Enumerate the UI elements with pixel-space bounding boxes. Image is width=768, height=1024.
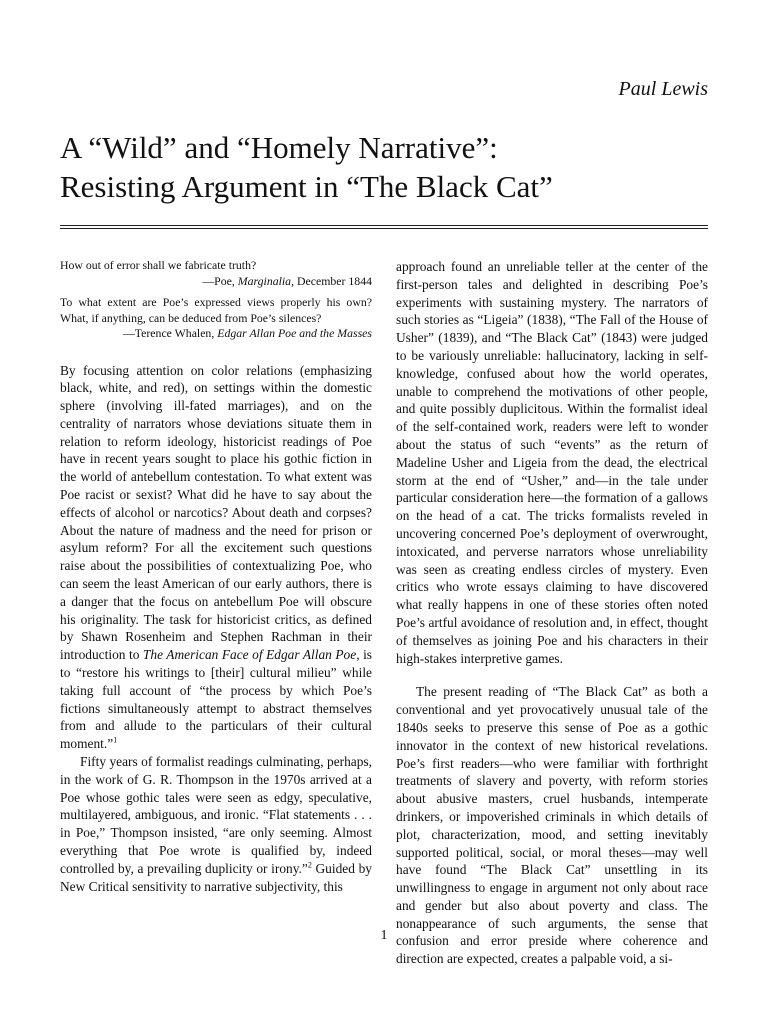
paragraph-3: The present reading of “The Black Cat” as both a conventional and yet provocatively unusual tale of the 1840s seeks to preserve this sense of Poe as a gothic innovator in the context of new historical revelations. Poe’s first readers—who were familiar with forthright treatments of slavery and poverty, with reform stories about abusive masters, cruel husbands, intemperate drinkers, or impoverished criminals in which details of plot, characterization, mood, and setting inevitably supported political, social, or moral theses—may well have found “The Black Cat” unsettling in its unwillingness to engage in argument not only about race and gender but also about poverty and class. The nonappearance of such arguments, the sense that confusion and error preside where coherence and direction are expected, creates a palpable void, a si- xyxy=(396,684,708,967)
epigraph-1-attribution: —Poe, Marginalia, December 1844 xyxy=(202,273,372,288)
article-title xyxy=(60,128,720,206)
title-line-1: A “Wild” and “Homely Narrative”: xyxy=(60,130,498,165)
footnote-ref-1: 1 xyxy=(113,735,118,745)
epigraph-2-quote: To what extent are Poe’s expressed views properly his own? What, if anything, can be deduced from Poe’s silences? xyxy=(60,295,372,325)
epigraph-2 xyxy=(60,295,372,342)
left-column xyxy=(60,258,372,895)
page-number: 1 xyxy=(380,928,388,943)
right-column xyxy=(396,258,708,968)
paragraph-2: Fifty years of formalist readings culminating, perhaps, in the work of G. R. Thompson in the 1970s arrived at a Poe whose gothic tales were seen as edgy, speculative, multilayered, ambiguous, and ironic. “Flat statements . . . in Poe,” Thompson insisted, “are only seeming. Almost everything that Poe wrote is qualified by, indeed controlled by, a prevailing duplicity or irony.”$^2$ Guided by New Critical sensitivity to narrative subjectivity, this xyxy=(60,754,372,894)
title-line-2: Resisting Argument in “The Black Cat” xyxy=(60,169,553,204)
epigraph-1-quote: How out of error shall we fabricate truth? xyxy=(60,258,257,272)
epigraph-1 xyxy=(60,258,372,289)
paragraph-1: By focusing attention on color relations (emphasizing black, white, and red), on settings within the domestic sphere (involving ill-fated marriages), and on the centrality of narrators whose deviations situate them in relation to reform ideology, historicist readings of Poe have in recent years sought to place his gothic fiction in the world of antebellum contestation. To what extent was Poe racist or sexist? What did he have to say about the effects of alcohol or narcotics? About death and corpses? About the nature of madness and the need for prison or asylum reform? For all the excitement such questions raise about the possibilities of contextualizing Poe, who can seem the least American of our early authors, there is a danger that the focus on antebellum Poe will obscure his originality. The task for historicist critics, as defined by Shawn Rosenheim and Stephen Rachman in their introduction to The American Face of Edgar Allan Poe, is to “restore his writings to [their] cultural milieu” while taking full account of “the process by which Poe’s fictions simultaneously attempt to abstract themselves from and allude to the particulars of their cultural moment.”$^1$ xyxy=(60,362,372,752)
paragraph-2-continued: approach found an unreliable teller at the center of the first-person tales and delighted in describing Poe’s experiments with sustaining mystery. The narrators of such stories as “Ligeia” (1838), “The Fall of the House of Usher” (1839), and “The Black Cat” (1843) were judged to be variously unreliable: hallucinatory, lacking in self-knowledge, confused about how the world operates, unable to comprehend the motivations of other people, and quite possibly duplicitous. Within the formalist ideal of the self-contained work, readers were left to wonder about the status of such “events” as the return of Madeline Usher and Ligeia from the dead, the electrical storm at the end of “Usher,” and—in the tale under particular consideration here—the formation of a gallows on the head of a cat. The tricks formalists reveled in uncovering concerned Poe’s deployment of overwrought, intoxicated, and perverse narrators whose unreliability was seen as creating endless circles of mystery. Even critics who wrote essays claiming to have discovered what really happens in one of these stories often noted Poe’s artful avoidance of resolution and, in effect, thought of themselves as joining Poe and his characters in their high-stakes interpretive games. xyxy=(396,259,708,666)
author-name: Paul Lewis xyxy=(618,78,708,100)
title-rule xyxy=(60,225,708,229)
footnote-ref-2: 2 xyxy=(307,860,312,870)
epigraph-2-attribution: —Terence Whalen, Edgar Allan Poe and the Masses xyxy=(122,326,372,340)
